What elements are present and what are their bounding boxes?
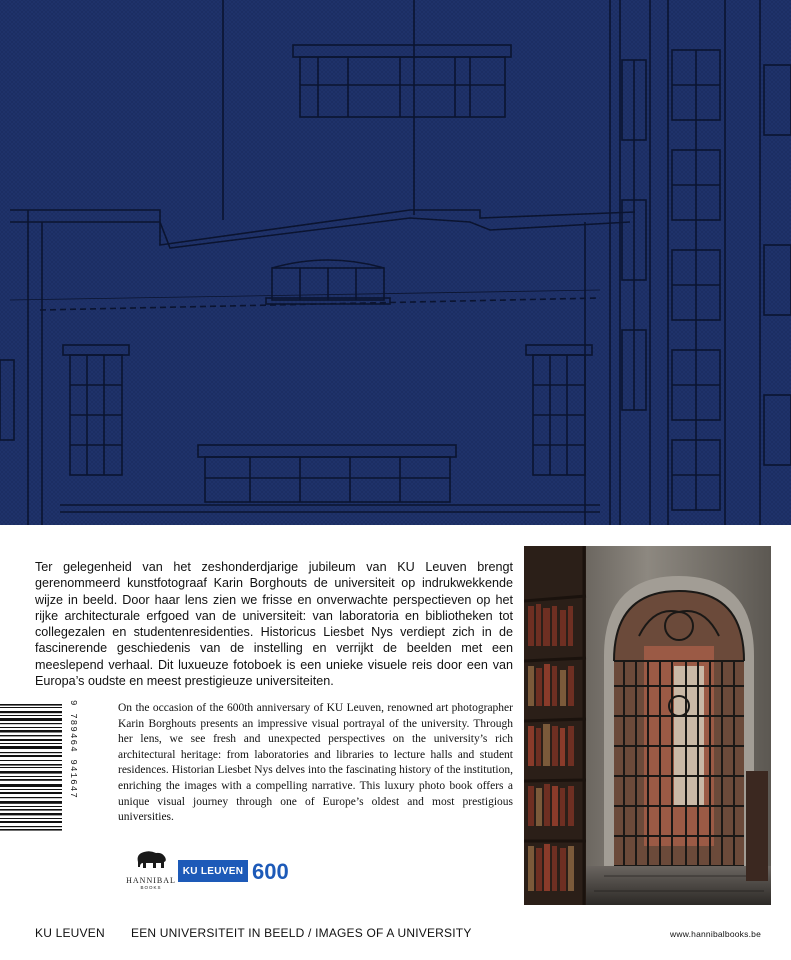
library-gate-icon (524, 546, 771, 905)
dutch-description: Ter gelegenheid van het zeshonderdjarige jubileum van KU Leuven brengt gerenommeerd kunstfotograaf Karin Borghouts de universiteit op indrukwekkende wijze in beeld. Door haar lens zien we frisse en onverwachte perspectieven op het rijke architecturale erfgoed van de universiteit: van laboratoria en bibliotheken tot collegezalen en studentenresidenties. Historicus Liesbet Nys verdiept zich in de fascinerende geschiedenis van de instelling en verrijkt de beelden met een meeslepend verhaal. Dit luxueuze fotoboek is een unieke visuele reis door een van Europa’s oudste en meest prestigieuze universiteiten. (35, 560, 513, 689)
english-description: On the occasion of the 600th anniversary of KU Leuven, renowned art photographer Karin Borghouts presents an impressive visual portrayal of the university. Through her lens, we see fresh and unexpected perspectives on the university’s rich architectural heritage: from laboratories and libraries to lecture halls and student residences. Historian Liesbet Nys delves into the fascinating history of the institution, enriching the images with a compelling narrative. This luxury photo book offers a unique visual journey through one of Europe’s oldest and most prestigious universities. (118, 702, 513, 824)
isbn-barcode (0, 700, 68, 835)
footer-publisher: KU LEUVEN (35, 926, 105, 940)
isbn-digits: 9 789464 941647 (68, 700, 78, 800)
footer-book-title: EEN UNIVERSITEIT IN BEELD / IMAGES OF A UNIVERSITY (131, 926, 472, 940)
elephant-icon (134, 848, 168, 870)
hannibal-logo: HANNIBAL BOOKS (122, 848, 180, 894)
ku-leuven-logo: KU LEUVEN (178, 860, 248, 882)
svg-text:600: 600 (252, 859, 289, 884)
library-doorway-photo (524, 546, 771, 905)
footer-website[interactable]: www.hannibalbooks.be (670, 929, 761, 939)
ku-600-logo (252, 858, 307, 884)
